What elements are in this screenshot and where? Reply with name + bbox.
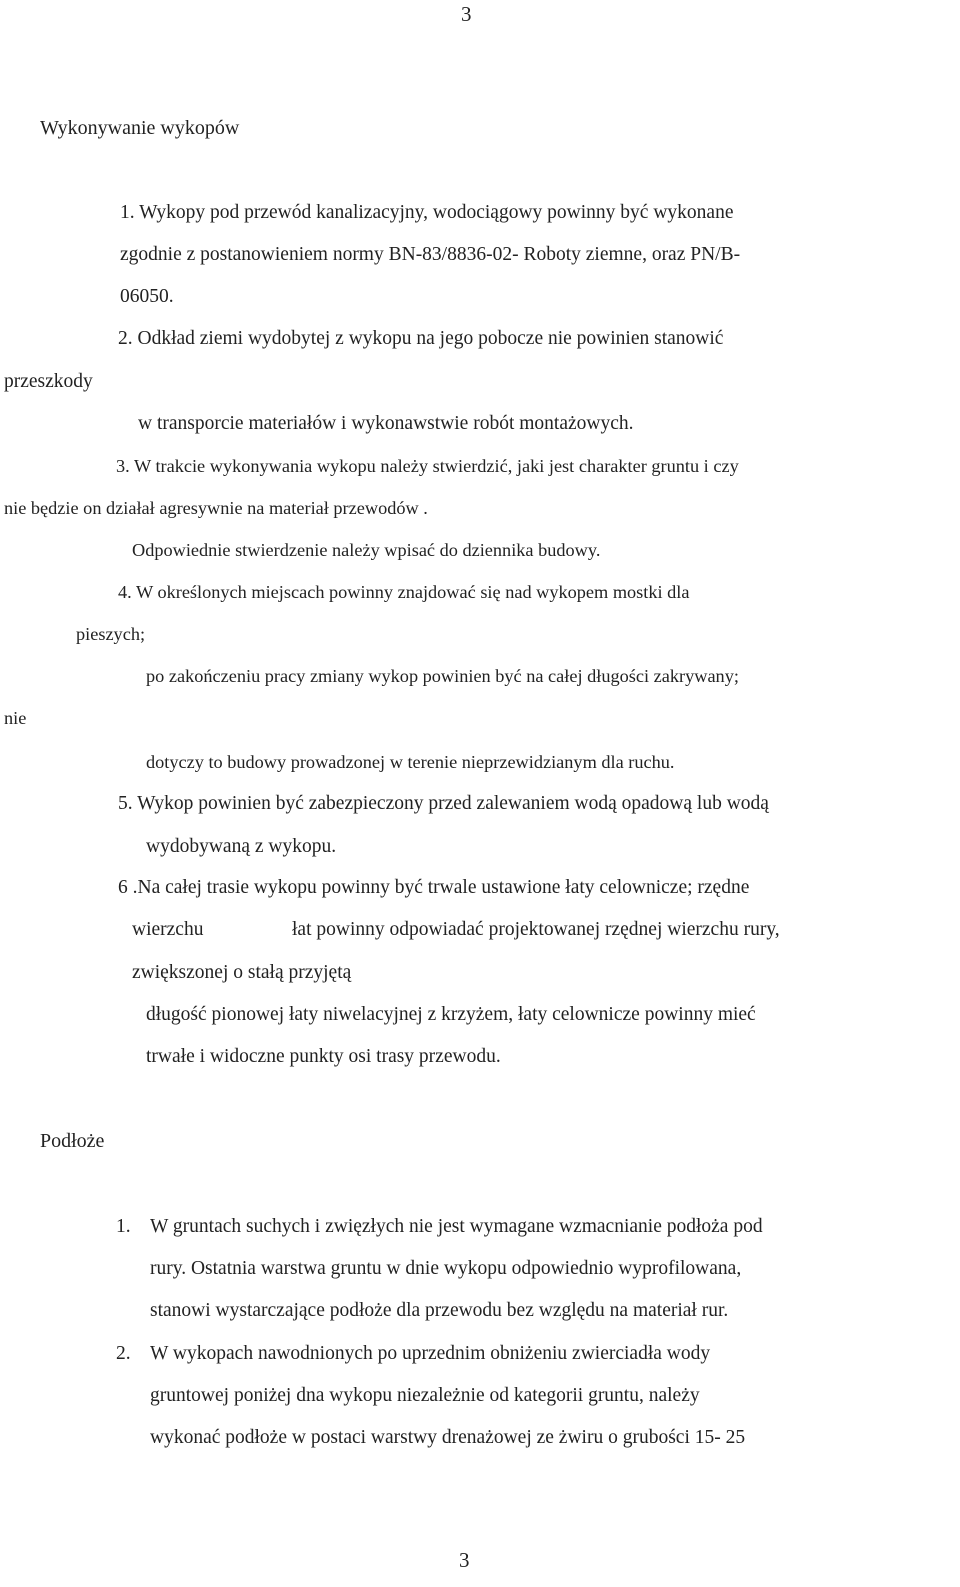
list-item-line: rury. Ostatnia warstwa gruntu w dnie wykopu odpowiednio wyprofilowana,	[150, 1258, 742, 1279]
paragraph-line: zgodnie z postanowieniem normy BN-83/8836-02- Roboty ziemne, oraz PN/B-	[120, 244, 741, 265]
paragraph-line: Odpowiednie stwierdzenie należy wpisać do dziennika budowy.	[132, 540, 601, 560]
paragraph-line: 5. Wykop powinien być zabezpieczony przed zalewaniem wodą opadową lub wodą	[118, 793, 769, 814]
page-number-bottom: 3	[459, 1548, 470, 1572]
list-item-line: gruntowej poniżej dna wykopu niezależnie od kategorii gruntu, należy	[150, 1385, 700, 1406]
paragraph-line: długość pionowej łaty niwelacyjnej z krzyżem, łaty celownicze powinny mieć	[146, 1004, 756, 1025]
list-item-line: W gruntach suchych i zwięzłych nie jest wymagane wzmacnianie podłoża pod	[150, 1216, 763, 1237]
paragraph-line: 4. W określonych miejscach powinny znajdować się nad wykopem mostki dla	[118, 582, 690, 602]
paragraph-line: 6 .Na całej trasie wykopu powinny być trwale ustawione łaty celownicze; rzędne	[118, 877, 750, 898]
paragraph-line: 06050.	[120, 286, 174, 307]
paragraph-line: przeszkody	[4, 371, 93, 392]
list-item-line: W wykopach nawodnionych po uprzednim obniżeniu zwierciadła wody	[150, 1343, 711, 1364]
paragraph-line: nie	[4, 708, 27, 728]
paragraph-line: zwiększonej o stałą przyjętą	[132, 962, 352, 983]
paragraph-line: łat powinny odpowiadać projektowanej rzędnej wierzchu rury,	[292, 919, 780, 940]
section-title-podloze: Podłoże	[40, 1130, 105, 1152]
paragraph-line: nie będzie on działał agresywnie na materiał przewodów .	[4, 498, 428, 518]
paragraph-line: w transporcie materiałów i wykonawstwie robót montażowych.	[138, 413, 634, 434]
paragraph-line: pieszych;	[76, 624, 146, 644]
paragraph-line: 2. Odkład ziemi wydobytej z wykopu na jego pobocze nie powinien stanowić	[118, 328, 724, 349]
list-item-number: 2.	[116, 1343, 131, 1364]
list-item-line: stanowi wystarczające podłoże dla przewodu bez względu na materiał rur.	[150, 1300, 729, 1321]
paragraph-line: wierzchu	[132, 919, 204, 940]
paragraph-line: po zakończeniu pracy zmiany wykop powinien być na całej długości zakrywany;	[146, 666, 739, 686]
list-item-number: 1.	[116, 1216, 131, 1237]
page-number-top: 3	[461, 2, 472, 26]
section-title-wykopy: Wykonywanie wykopów	[40, 117, 240, 139]
paragraph-line: trwałe i widoczne punkty osi trasy przewodu.	[146, 1046, 501, 1067]
paragraph-line: 1. Wykopy pod przewód kanalizacyjny, wodociągowy powinny być wykonane	[120, 202, 734, 223]
paragraph-line: wydobywaną z wykopu.	[146, 836, 337, 857]
paragraph-line: dotyczy to budowy prowadzonej w terenie nieprzewidzianym dla ruchu.	[146, 752, 675, 772]
paragraph-line: 3. W trakcie wykonywania wykopu należy stwierdzić, jaki jest charakter gruntu i czy	[116, 456, 739, 476]
list-item-line: wykonać podłoże w postaci warstwy drenażowej ze żwiru o grubości 15- 25	[150, 1427, 746, 1448]
